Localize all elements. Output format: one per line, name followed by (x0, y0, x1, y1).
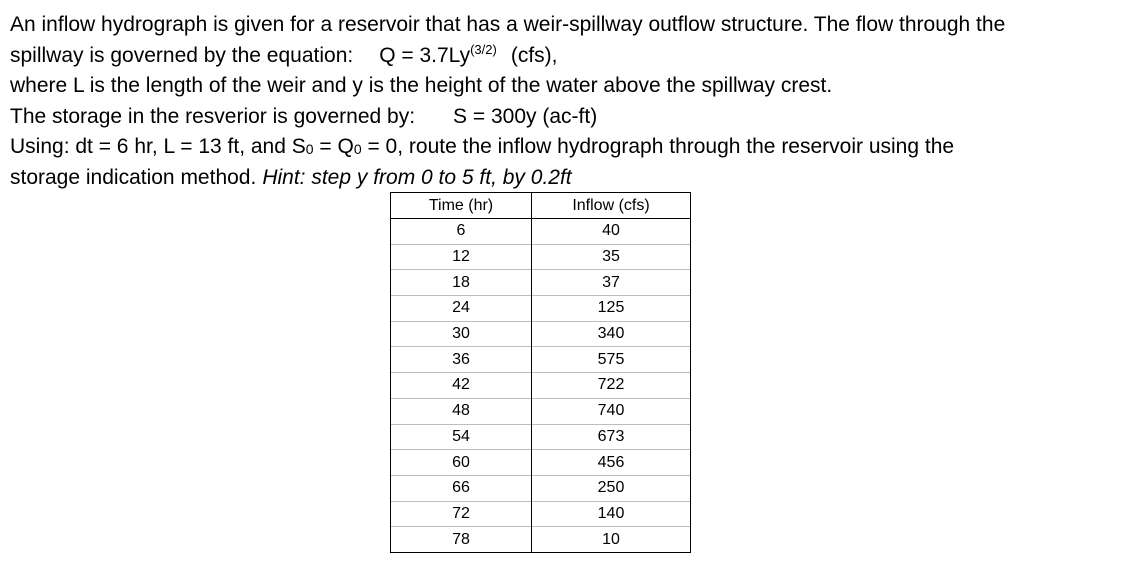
given-values-c: = 0, route the inflow hydrograph through the reservoir using the (361, 135, 955, 158)
table-header-row (391, 193, 691, 219)
table-row (391, 219, 691, 245)
problem-line-2 (10, 41, 1135, 72)
storage-equation: S = 300y (ac-ft) (453, 104, 598, 128)
spillway-equation-unit: (cfs), (510, 43, 558, 67)
problem-line-6 (10, 163, 1135, 194)
spillway-equation: Q = 3.7Ly (379, 43, 471, 67)
time-cell: 66 (391, 475, 532, 501)
inflow-hydrograph-table (390, 192, 691, 553)
time-cell: 30 (391, 321, 532, 347)
time-cell: 78 (391, 527, 532, 553)
inflow-cell: 35 (532, 244, 691, 270)
table-row (391, 244, 691, 270)
spillway-equation-exponent: (3/2) (470, 41, 497, 57)
time-cell: 42 (391, 373, 532, 399)
inflow-cell: 456 (532, 450, 691, 476)
table-row (391, 296, 691, 322)
table-row (391, 398, 691, 424)
time-cell: 24 (391, 296, 532, 322)
storage-equation-intro: The storage in the resverior is governed by: (10, 104, 416, 128)
method-text: storage indication method. (10, 165, 257, 189)
time-cell: 18 (391, 270, 532, 296)
outflow-initial-subscript: 0 (353, 141, 362, 157)
time-cell: 12 (391, 244, 532, 270)
table-row (391, 321, 691, 347)
problem-line-5 (10, 132, 1135, 163)
problem-statement (10, 10, 1135, 193)
table-row (391, 501, 691, 527)
time-column-header: Time (hr) (391, 193, 532, 219)
table-row (391, 424, 691, 450)
inflow-cell: 740 (532, 398, 691, 424)
table-row (391, 527, 691, 553)
table-row (391, 475, 691, 501)
inflow-cell: 340 (532, 321, 691, 347)
problem-line-4 (10, 102, 1135, 133)
inflow-cell: 40 (532, 219, 691, 245)
inflow-column-header: Inflow (cfs) (532, 193, 691, 219)
time-cell: 6 (391, 219, 532, 245)
table-row (391, 450, 691, 476)
spillway-equation-intro: spillway is governed by the equation: (10, 43, 354, 67)
time-cell: 48 (391, 398, 532, 424)
inflow-cell: 673 (532, 424, 691, 450)
inflow-cell: 722 (532, 373, 691, 399)
table-row (391, 373, 691, 399)
table-row (391, 270, 691, 296)
given-values-a: Using: dt = 6 hr, L = 13 ft, and S (10, 135, 306, 158)
time-cell: 54 (391, 424, 532, 450)
storage-initial-subscript: 0 (305, 141, 314, 157)
given-values-b: = Q (313, 135, 354, 158)
inflow-cell: 37 (532, 270, 691, 296)
time-cell: 60 (391, 450, 532, 476)
table-row (391, 347, 691, 373)
time-cell: 36 (391, 347, 532, 373)
hint-text: Hint: step y from 0 to 5 ft, by 0.2ft (262, 165, 572, 189)
problem-line-1: An inflow hydrograph is given for a reservoir that has a weir-spillway outflow structure. The flow through the (10, 13, 1006, 36)
inflow-cell: 10 (532, 527, 691, 553)
inflow-cell: 125 (532, 296, 691, 322)
time-cell: 72 (391, 501, 532, 527)
inflow-cell: 250 (532, 475, 691, 501)
inflow-cell: 140 (532, 501, 691, 527)
inflow-cell: 575 (532, 347, 691, 373)
problem-line-3: where L is the length of the weir and y is the height of the water above the spillway crest. (10, 74, 833, 97)
